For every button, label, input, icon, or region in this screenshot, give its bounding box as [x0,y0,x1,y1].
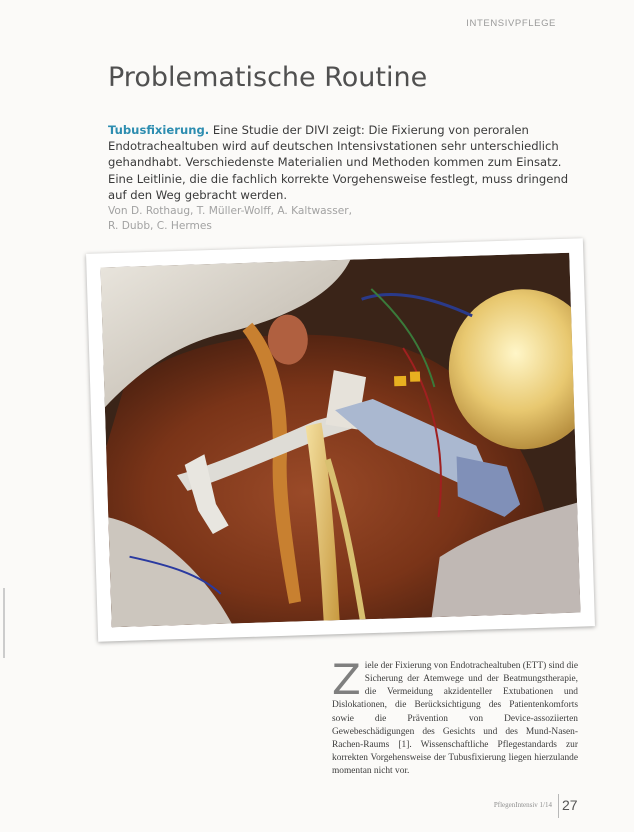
monitor-cable-label-2 [410,371,420,381]
section-label: INTENSIVPFLEGE [466,18,556,29]
article-lead [108,122,578,203]
photo-frame [86,238,595,641]
monitor-cable-label [394,376,406,386]
lead-text: Eine Studie der DIVI zeigt: Die Fixierung von peroralen Endotrachealtuben wird auf deutschen Intensivstationen sehr unterschiedlich gehandhabt. Verschiedenste Materialien und Methoden kommen zum Einsatz. Eine Leitlinie, die die fachlich korrekte Vorgehensweise festlegt, muss dringend auf den Weg gebracht werden. [108,123,569,202]
body-paragraph: iele der Fixierung von Endotrachealtuben (ETT) sind die Sicherung der Atemwege und der Beatmungstherapie, die Vermeidung akzidenteller Extubationen und Dislokationen, die Berücksichtigung des Patientenkomforts sowie die Prävention von Device-assoziierten Gewebeschädigungen des Gesichts und des Mund-Nasen-Rachen-Raums [1]. Wissenschaftliche Pflegestandards zur korrekten Vorgehensweise der Tubusfixierung liegen hierzulande momentan nicht vor. [332,661,578,777]
footer-rule [558,794,559,818]
footer-journal: PflegenIntensiv 1/14 [493,801,552,809]
body-dropcap: Z [332,655,361,704]
lead-kicker: Tubusfixierung. [108,123,210,137]
body-text [332,655,578,778]
authors-line-1: Von D. Rothaug, T. Müller-Wolff, A. Kaltwasser, [108,205,352,217]
article-title: Problematische Routine [108,62,428,93]
article-authors [108,204,408,233]
article-photo [100,253,580,628]
authors-line-2: R. Dubb, C. Hermes [108,219,212,232]
page-number: 27 [562,797,578,813]
left-margin-mark [3,588,5,658]
